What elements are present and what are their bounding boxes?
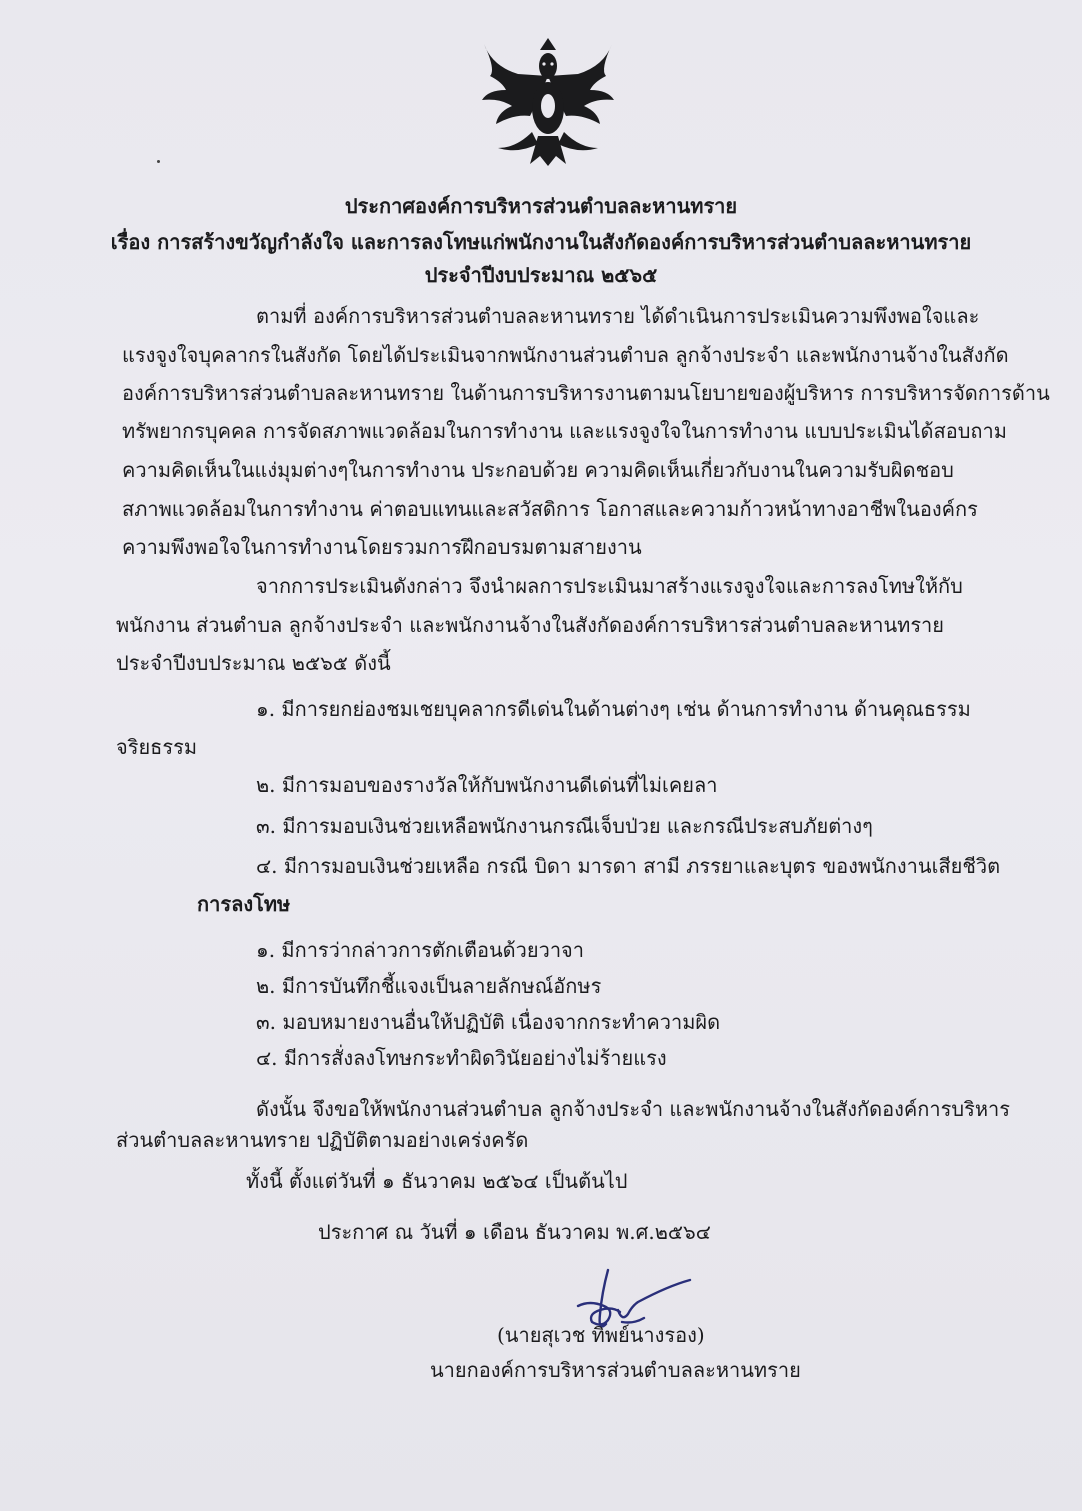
closing-line: ดังนั้น จึงขอให้พนักงานส่วนตำบล ลูกจ้างประจำ และพนักงานจ้างในสังกัดองค์การบริหาร [256,1097,1010,1121]
paragraph-line: จากการประเมินดังกล่าว จึงนำผลการประเมินมาสร้างแรงจูงใจและการลงโทษให้กับ [256,574,963,598]
punishment-item: ๓. มอบหมายงานอื่นให้ปฏิบัติ เนื่องจากกระทำความผิด [256,1010,721,1034]
reward-item-continued: จริยธรรม [116,735,198,759]
paragraph-line: พนักงาน ส่วนตำบล ลูกจ้างประจำ และพนักงานจ้างในสังกัดองค์การบริหารส่วนตำบลละหานทราย [116,613,945,637]
paragraph-line: ประจำปีงบประมาณ ๒๕๖๕ ดังนี้ [116,651,391,675]
paragraph-line: ทรัพยากรบุคคล การจัดสภาพแวดล้อมในการทำงาน และแรงจูงใจในการทำงาน แบบประเมินได้สอบถาม [122,419,1007,443]
signer-position: นายกองค์การบริหารส่วนตำบลละหานทราย [430,1358,801,1382]
fiscal-year: ประจำปีงบประมาณ ๒๕๖๕ [424,263,658,287]
announcement-title: ประกาศองค์การบริหารส่วนตำบลละหานทราย [344,194,738,218]
paragraph-line: องค์การบริหารส่วนตำบลละหานทราย ในด้านการบริหารงานตามนโยบายของผู้บริหาร การบริหารจัดการด้าน [122,381,1050,405]
effective-date: ทั้งนี้ ตั้งแต่วันที่ ๑ ธันวาคม ๒๕๖๔ เป็นต้นไป [246,1169,628,1193]
signer-name: (นายสุเวช ทิพย์นางรอง) [497,1323,705,1347]
paragraph-line: สภาพแวดล้อมในการทำงาน ค่าตอบแทนและสวัสดิการ โอกาสและความก้าวหน้าทางอาชีพในองค์กร [122,497,978,521]
reward-item: ๔. มีการมอบเงินช่วยเหลือ กรณี บิดา มารดา สามี ภรรยาและบุตร ของพนักงานเสียชีวิต [256,854,1001,878]
paragraph-line: ความพึงพอใจในการทำงานโดยรวมการฝึกอบรมตามสายงาน [122,535,642,559]
paragraph-line: ตามที่ องค์การบริหารส่วนตำบลละหานทราย ได้ดำเนินการประเมินความพึงพอใจและ [256,304,980,328]
punishment-item: ๑. มีการว่ากล่าวการตักเตือนด้วยวาจา [256,938,584,962]
reward-item: ๓. มีการมอบเงินช่วยเหลือพนักงานกรณีเจ็บป่วย และกรณีประสบภัยต่างๆ [256,814,873,838]
punishment-item: ๒. มีการบันทึกชี้แจงเป็นลายลักษณ์อักษร [256,974,602,998]
closing-line: ส่วนตำบลละหานทราย ปฏิบัติตามอย่างเคร่งครัด [116,1128,529,1152]
paragraph-line: แรงจูงใจบุคลากรในสังกัด โดยได้ประเมินจากพนักงานส่วนตำบล ลูกจ้างประจำ และพนักงานจ้างในสังกัด [122,343,1009,367]
punishment-heading: การลงโทษ [197,892,291,916]
speck [157,160,160,163]
paragraph-line: ความคิดเห็นในแง่มุมต่างๆในการทำงาน ประกอบด้วย ความคิดเห็นเกี่ยวกับงานในความรับผิดชอบ [122,458,954,482]
reward-item: ๑. มีการยกย่องชมเชยบุคลากรดีเด่นในด้านต่างๆ เช่น ด้านการทำงาน ด้านคุณธรรม [256,697,971,721]
reward-item: ๒. มีการมอบของรางวัลให้กับพนักงานดีเด่นที่ไม่เคยลา [256,773,718,797]
announcement-subject: เรื่อง การสร้างขวัญกำลังใจ และการลงโทษแก่พนักงานในสังกัดองค์การบริหารส่วนตำบลละหานทราย [110,230,972,254]
punishment-item: ๔. มีการสั่งลงโทษกระทำผิดวินัยอย่างไม่ร้ายแรง [256,1046,667,1070]
garuda-emblem-icon [478,36,618,168]
announce-date: ประกาศ ณ วันที่ ๑ เดือน ธันวาคม พ.ศ.๒๕๖๔ [318,1220,711,1244]
